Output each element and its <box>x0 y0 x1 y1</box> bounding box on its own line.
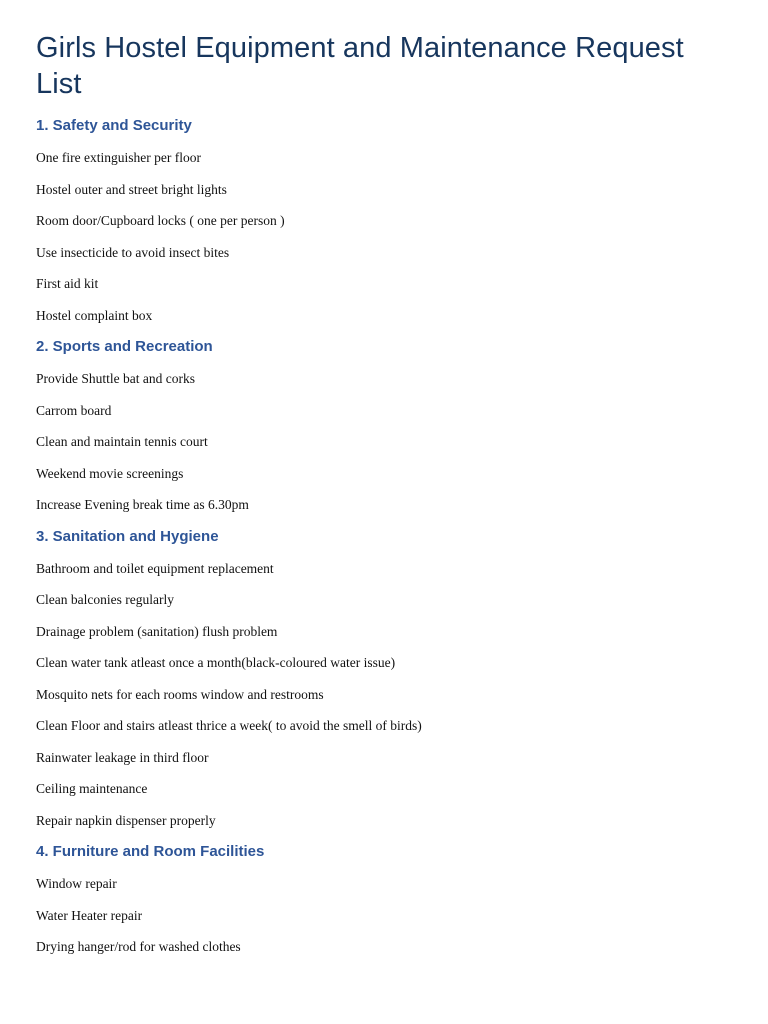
document-title: Girls Hostel Equipment and Maintenance Request List <box>36 32 684 100</box>
list-item: Repair napkin dispenser properly <box>36 812 216 828</box>
item-list <box>36 553 736 837</box>
list-item: Use insecticide to avoid insect bites <box>36 244 230 260</box>
list-item: Weekend movie screenings <box>36 465 184 481</box>
section-safety-security <box>36 110 736 331</box>
list-item: Clean water tank atleast once a month(black-coloured water issue) <box>36 655 396 670</box>
section-heading: 3. Sanitation and Hygiene <box>36 527 219 545</box>
list-item: Mosquito nets for each rooms window and restrooms <box>36 686 324 702</box>
section-heading: 2. Sports and Recreation <box>36 338 213 355</box>
list-item: Clean and maintain tennis court <box>36 434 208 449</box>
list-item: Hostel complaint box <box>36 307 153 323</box>
section-heading: 1. Safety and Security <box>36 117 192 134</box>
section-heading: 4. Furniture and Room Facilities <box>36 843 265 860</box>
list-item: Clean balconies regularly <box>36 592 174 607</box>
list-item: Drainage problem (sanitation) flush problem <box>36 623 278 639</box>
document-page <box>36 30 736 963</box>
section-sports-recreation <box>36 331 736 521</box>
list-item: Carrom board <box>36 402 112 418</box>
list-item: Room door/Cupboard locks ( one per person ) <box>36 213 285 228</box>
item-list <box>36 363 736 521</box>
item-list <box>36 142 736 331</box>
list-item: Provide Shuttle bat and corks <box>36 371 195 386</box>
section-sanitation-hygiene <box>36 521 736 837</box>
list-item: Bathroom and toilet equipment replacement <box>36 560 274 576</box>
list-item: Hostel outer and street bright lights <box>36 181 227 197</box>
list-item: Increase Evening break time as 6.30pm <box>36 497 249 512</box>
list-item: Window repair <box>36 876 117 891</box>
list-item: Drying hanger/rod for washed clothes <box>36 939 241 954</box>
section-furniture-room-facilities <box>36 836 736 963</box>
item-list <box>36 868 736 963</box>
list-item: Water Heater repair <box>36 907 143 923</box>
list-item: Ceiling maintenance <box>36 781 148 796</box>
list-item: Clean Floor and stairs atleast thrice a week( to avoid the smell of birds) <box>36 718 422 733</box>
list-item: First aid kit <box>36 276 99 291</box>
list-item: Rainwater leakage in third floor <box>36 749 209 765</box>
list-item: One fire extinguisher per floor <box>36 150 201 165</box>
